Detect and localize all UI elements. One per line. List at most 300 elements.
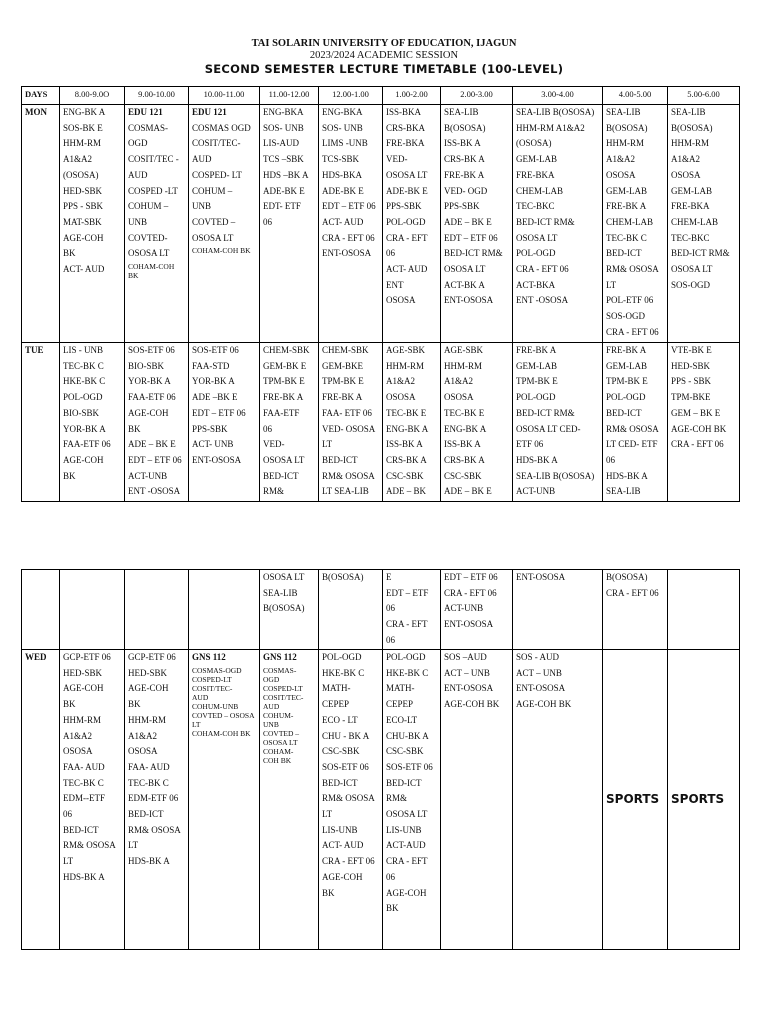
course-entry: CRA - EFT 06 [516,264,569,275]
course-entry: GEM – BK E [671,407,721,418]
course-entry: RM& OSOSA [606,264,659,275]
course-entry: A1&A2 [63,154,92,165]
time-slot-header: 5.00-6.00 [668,87,740,105]
course-entry: LIS-AUD [263,138,299,149]
course-entry: ENG-BK A [386,423,429,434]
course-entry: COHAM- [263,746,294,756]
course-entry: B(OSOSA) [263,603,305,614]
timetable-title: SECOND SEMESTER LECTURE TIMETABLE (100-LEVEL) [204,62,564,76]
course-entry: RM& OSOSA [606,423,659,434]
course-entry: A1&A2 [128,730,157,741]
course-entry: B(OSOSA) [671,122,713,133]
course-entry: ACT-AUD [386,840,426,851]
course-entry: FRE-BK A [606,201,647,212]
course-entry: FRE-BKA [386,138,425,149]
course-entry: (OSOSA) [516,138,552,149]
course-entry: B(OSOSA) [606,122,648,133]
timetable-cell [60,650,125,950]
university-name: TAI SOLARIN UNIVERSITY OF EDUCATION, IJAGUN [251,38,517,49]
course-entry: CRA - EFT 06 [444,587,497,598]
course-entry: E [386,572,392,582]
course-entry: GEM-BK E [263,360,307,371]
course-entry: TEC-BK C [63,777,104,788]
days-header: DAYS [22,87,60,105]
course-entry: AUD [128,169,148,180]
course-entry: COHUM – [128,201,169,212]
course-entry: OSOSA LT [444,264,486,275]
course-entry: A1&A2 [671,154,700,165]
course-entry: CRS-BK A [444,454,485,465]
course-entry: ADE – BK E [444,486,492,497]
course-entry: FAA- AUD [128,761,170,772]
time-slot-header: 11.00-12.00 [260,87,319,105]
course-entry: TPM-BKE [671,392,711,403]
time-slot-header: 4.00-5.00 [603,87,668,105]
course-entry: 06 [386,634,395,645]
timetable-cell [125,570,189,650]
course-entry: SEA-LIB [606,486,641,497]
course-entry: AGE-COH [63,683,104,694]
course-entry: OSOSA [386,392,416,403]
course-entry: OSOSA [386,295,416,306]
course-entry: OSOSA LT [263,454,305,465]
course-entry: CRA - EFT 06 [606,326,659,337]
course-entry: SEA-LIB [444,107,479,117]
time-slot-header: 10.00-11.00 [189,87,260,105]
day-row-mon [22,105,740,343]
timetable-cell [383,343,441,502]
course-entry: BED-ICT [63,824,99,835]
course-entry: PPS-SBK [444,201,480,212]
course-entry: GCP-ETF 06 [128,652,176,662]
course-entry: FAA-ETF 06 [128,392,176,403]
course-entry: BED-ICT RM& [516,407,575,418]
course-entry: CRA - EFT [386,856,428,867]
course-entry: ENT-OSOSA [444,295,494,306]
course-entry: OSOSA [671,169,701,180]
time-slot-header: 2.00-3.00 [441,87,513,105]
course-entry: ADE-BK E [386,185,428,196]
course-entry: OSOSA LT [386,169,428,180]
course-entry: ACT- AUD [322,216,364,227]
course-entry: CEPEP [322,699,350,710]
course-entry: OSOSA [128,746,158,757]
course-entry: TEC-BK C [606,232,647,243]
course-entry: BED-ICT [386,777,422,788]
timetable-cell [441,570,513,650]
course-entry: YOR-BK A [128,376,171,387]
course-entry: ISS-BK A [444,138,481,149]
course-entry: 06 [263,423,272,434]
course-entry: OSOSA LT [516,232,558,243]
course-entry: ACT – UNB [444,667,490,678]
course-entry: HHM-RM [671,138,710,149]
timetable-cell [319,650,383,950]
course-entry: COSIT/TEC- [192,138,241,149]
course-entry: ACT- AUD [322,840,364,851]
course-entry: TEC-BKC [516,201,555,212]
course-entry: SOS-OGD [671,279,711,290]
course-entry: COSPED-LT [263,683,303,693]
course-entry: 06 [263,216,272,227]
course-entry: A1&A2 [386,376,415,387]
course-entry: (OSOSA) [63,169,99,180]
course-entry: ACT- UNB [192,439,234,450]
day-label: TUE [22,343,60,502]
course-entry: ENT -OSOSA [516,295,569,306]
timetable-cell [603,105,668,343]
course-entry: 06 [386,248,395,259]
course-entry: LT [322,439,333,450]
sports-cell: SPORTS [603,650,668,950]
course-entry: LT [63,856,74,867]
course-entry: BED-ICT [128,809,164,820]
course-entry: EDM--ETF [63,793,105,804]
timetable-cell [260,343,319,502]
timetable-cell [319,343,383,502]
course-entry: OSOSA LT [192,232,234,243]
course-entry: LT [128,840,139,851]
course-entry: SEA-LIB B(OSOSA) [516,107,595,117]
course-entry: SOS- UNB [322,122,363,133]
time-slot-header: 12.00-1.00 [319,87,383,105]
course-entry: RM& [263,486,285,497]
course-entry: PPS-SBK [386,201,422,212]
course-entry: CHEM-LAB [671,216,718,227]
course-entry: BK [322,887,335,898]
course-entry: HDS-BKA [322,169,363,180]
course-entry: ACT-UNB [516,486,556,497]
timetable-page-2 [21,569,740,950]
timetable-cell [189,343,260,502]
course-entry: AGE-COH BK [444,699,500,710]
course-entry: TEC-BK C [128,777,169,788]
course-entry: CSC-SBK [386,746,424,757]
course-entry: COHUM- [263,710,294,720]
course-entry: GEM-LAB [606,185,647,196]
course-entry: HED-SBK [128,667,168,678]
course-entry: COHUM – [192,185,233,196]
timetable-cell [189,105,260,343]
course-entry: FAA-STD [192,360,230,371]
course-entry: PPS-SBK [192,423,228,434]
course-entry: POL-OGD [516,392,556,403]
course-entry: HHM-RM [63,138,102,149]
course-entry: POL-OGD [516,248,556,259]
course-entry: HED-SBK [63,667,103,678]
course-entry: MATH- [386,683,415,694]
course-entry: BED-ICT [606,407,642,418]
course-entry: 06 [606,454,615,465]
course-entry: VED- OSOSA [322,423,376,434]
course-entry: CHU - BK A [322,730,370,741]
course-entry: ACT- AUD [63,264,105,275]
course-entry: OSOSA LT [128,248,170,259]
course-entry: OSOSA LT [671,264,713,275]
course-entry: COHAM-COH BK [192,246,251,256]
course-entry: OSOSA LT [386,809,428,820]
course-entry: ADE – BK E [128,439,176,450]
course-entry: BK [63,699,76,710]
timetable-cell [60,343,125,502]
course-entry: POL-OGD [386,652,426,662]
course-entry: CHEM-LAB [516,185,563,196]
timetable-cell [668,343,740,502]
course-entry: COSMAS- [263,665,297,675]
course-entry: YOR-BK A [63,423,106,434]
course-entry: COHAM-COH BK [128,262,175,281]
course-entry: COSPED-LT [192,674,232,684]
timetable-cell [319,105,383,343]
course-entry: ACT-BKA [516,279,556,290]
timetable-cell [260,105,319,343]
course-entry: HHM-RM [128,714,167,725]
course-entry: BK [63,248,76,259]
course-entry: POL-OGD [322,652,362,662]
course-entry: UNB [192,201,212,212]
course-entry: ENG-BKA [322,107,363,117]
course-entry: EDM-ETF 06 [128,793,179,804]
course-entry: EDT – ETF 06 [322,201,376,212]
course-entry: HDS –BK A [263,169,309,180]
course-entry: RM& OSOSA [128,824,181,835]
course-entry: BK [386,903,399,914]
course-entry: RM& OSOSA [322,470,375,481]
course-entry: COSPED- LT [192,169,242,180]
course-entry: CRA - EFT 06 [322,856,375,867]
course-entry: SEA-LIB B(OSOSA) [516,470,595,481]
course-entry: ACT-UNB [128,470,168,481]
timetable-cell [125,343,189,502]
course-entry: POL-OGD [386,216,426,227]
course-entry: HDS-BK A [128,856,170,867]
course-entry: BED-ICT [263,470,299,481]
course-entry: BIO-SBK [63,407,100,418]
course-entry: SOS- UNB [263,122,304,133]
course-entry: LIS - UNB [63,345,103,355]
course-entry: OSOSA LT [263,572,305,582]
course-entry: HDS-BK A [516,454,558,465]
course-entry: AGE-COH [386,887,427,898]
course-entry: VED- [386,154,408,165]
course-entry: COSPED -LT [128,185,178,196]
course-entry: OSOSA LT [263,737,298,747]
course-entry: ADE-BK E [263,185,305,196]
course-entry: LT [606,279,617,290]
course-entry: CHEM-LAB [606,216,653,227]
course-entry: COSIT/TEC- [192,683,233,693]
course-entry: SOS-ETF 06 [386,761,433,772]
course-entry: SOS - AUD [516,652,560,662]
course-entry: FRE-BK A [516,345,557,355]
course-entry: BIO-SBK [128,360,165,371]
course-entry: CRA - EFT [386,619,428,630]
course-entry: EDU 121 [128,107,163,117]
header-row [22,87,740,105]
course-entry: COSIT/TEC- [263,692,304,702]
course-entry: AUD [263,701,280,711]
course-entry: TEC-BK E [386,407,427,418]
course-entry: POL-OGD [606,392,646,403]
time-slot-header: 8.00-9.0O [60,87,125,105]
course-entry: BED-ICT RM& [516,216,575,227]
course-entry: OGD [128,138,148,149]
course-entry: CRS-BK A [444,154,485,165]
day-label: WED [22,650,60,950]
course-entry: ECO - LT [322,714,358,725]
course-entry: MATH- [322,683,351,694]
course-entry: ACT – UNB [516,667,562,678]
course-entry: ADE – BK [386,486,426,497]
course-entry: CEPEP [386,699,414,710]
timetable-cell [260,570,319,650]
timetable-cell [189,650,260,950]
course-entry: VTE-BK E [671,345,712,355]
course-entry: FRE-BK A [263,392,304,403]
course-entry: AGE-COH [128,407,169,418]
course-entry: FRE-BK A [322,392,363,403]
course-entry: ADE-BK E [322,185,364,196]
course-entry: ENG-BKA [263,107,304,117]
course-entry: OSOSA [444,392,474,403]
course-entry: GCP-ETF 06 [63,652,111,662]
course-entry: POL-OGD [63,392,103,403]
course-entry: BK [128,423,141,434]
timetable-cell [319,570,383,650]
course-entry: GEM-LAB [516,360,557,371]
course-entry: ECO-LT [386,714,418,725]
timetable-cell [383,650,441,950]
course-entry: TEC-BK C [63,360,104,371]
course-entry: TEC-BK E [444,407,485,418]
sports-cell: SPORTS [668,650,740,950]
course-entry: LT SEA-LIB [322,486,369,497]
course-entry: OSOSA LT CED- [516,423,581,434]
course-entry: FRE-BKA [516,169,555,180]
timetable-cell [668,105,740,343]
course-entry: ENT-OSOSA [516,683,566,694]
course-entry: COVTED – [263,728,300,738]
course-entry: RM& OSOSA [63,840,116,851]
course-entry: CRA - EFT 06 [606,587,659,598]
course-entry: CHEM-SBK [263,345,310,355]
course-entry: HHM-RM A1&A2 [516,122,585,133]
course-entry: TCS –SBK [263,154,304,165]
timetable-cell [60,105,125,343]
day-row-wed [22,650,740,950]
course-entry: GNS 112 [192,652,226,662]
course-entry: COH BK [263,755,292,765]
day-label [22,570,60,650]
time-slot-header: 9.00-10.00 [125,87,189,105]
course-entry: A1&A2 [63,730,92,741]
timetable-cell [383,570,441,650]
course-entry: BED-ICT [606,248,642,259]
course-entry: AGE-COH [63,454,104,465]
course-entry: EDT – ETF 06 [444,232,498,243]
continuation-row [22,570,740,650]
time-slot-header: 3.00-4.00 [513,87,603,105]
timetable-cell [513,343,603,502]
document-header [0,38,768,76]
course-entry: GEM-LAB [606,360,647,371]
course-entry: VED- OGD [444,185,488,196]
course-entry: BED-ICT [322,777,358,788]
course-entry: GEM-LAB [671,185,712,196]
course-entry: 06 [386,871,395,882]
course-entry: FAA- AUD [63,761,105,772]
course-entry: COHAM-COH BK [192,728,251,738]
course-entry: EDT – ETF [386,587,429,598]
course-entry: LIS-UNB [322,824,358,835]
course-entry: ENT-OSOSA [444,683,494,694]
course-entry: SOS-BK E [63,122,103,133]
course-entry: ISS-BKA [386,107,422,117]
course-entry: RM& [386,793,408,804]
timetable-cell [383,105,441,343]
course-entry: CSC-SBK [444,470,482,481]
course-entry: AGE-COH [322,871,363,882]
timetable-cell [603,343,668,502]
course-entry: HKE-BK C [322,667,365,678]
course-entry: CRS-BK A [386,454,427,465]
course-entry: B(OSOSA) [322,572,364,582]
course-entry: ETF 06 [516,439,544,450]
course-entry: UNB [263,719,279,729]
course-entry: TPM-BK E [516,376,558,387]
course-entry: SOS –AUD [444,652,487,662]
course-entry: EDT – ETF 06 [128,454,182,465]
timetable-cell [60,570,125,650]
course-entry: FAA- ETF 06 [322,407,372,418]
course-entry: BED-ICT RM& [444,248,503,259]
course-entry: RM& OSOSA [322,793,375,804]
course-entry: CRS-BKA [386,122,426,133]
course-entry: OGD [263,674,280,684]
timetable-cell [513,650,603,950]
timetable-cell [603,570,668,650]
timetable-cell [441,105,513,343]
course-entry: HKE-BK C [386,667,429,678]
course-entry: HHM-RM [444,360,483,371]
course-entry: FRE-BKA [671,201,710,212]
course-entry: GNS 112 [263,652,297,662]
course-entry: FAA-ETF 06 [63,439,111,450]
course-entry: CSC-SBK [386,470,424,481]
timetable-cell [441,343,513,502]
course-entry: OSOSA [606,169,636,180]
course-entry: SOS-ETF 06 [128,345,175,355]
course-entry: AGE-COH BK [671,423,727,434]
course-entry: ISS-BK A [386,439,423,450]
course-entry: BED-ICT [322,454,358,465]
course-entry: B(OSOSA) [606,572,648,582]
course-entry: ENT-OSOSA [322,248,372,259]
course-entry: AGE-COH BK [516,699,572,710]
course-entry: LIS-UNB [386,824,422,835]
course-entry: COVTED- [128,232,168,243]
timetable-cell [260,650,319,950]
course-entry: COVTED – OSOSA LT [192,710,255,729]
course-entry: FRE-BK A [444,169,485,180]
course-entry: UNB [128,216,148,227]
course-entry: 06 [386,603,395,614]
course-entry: AUD [192,692,209,702]
course-entry: EDT- ETF [263,201,301,212]
course-entry: COHUM-UNB [192,701,239,711]
timetable-cell [513,105,603,343]
timetable-cell [125,650,189,950]
